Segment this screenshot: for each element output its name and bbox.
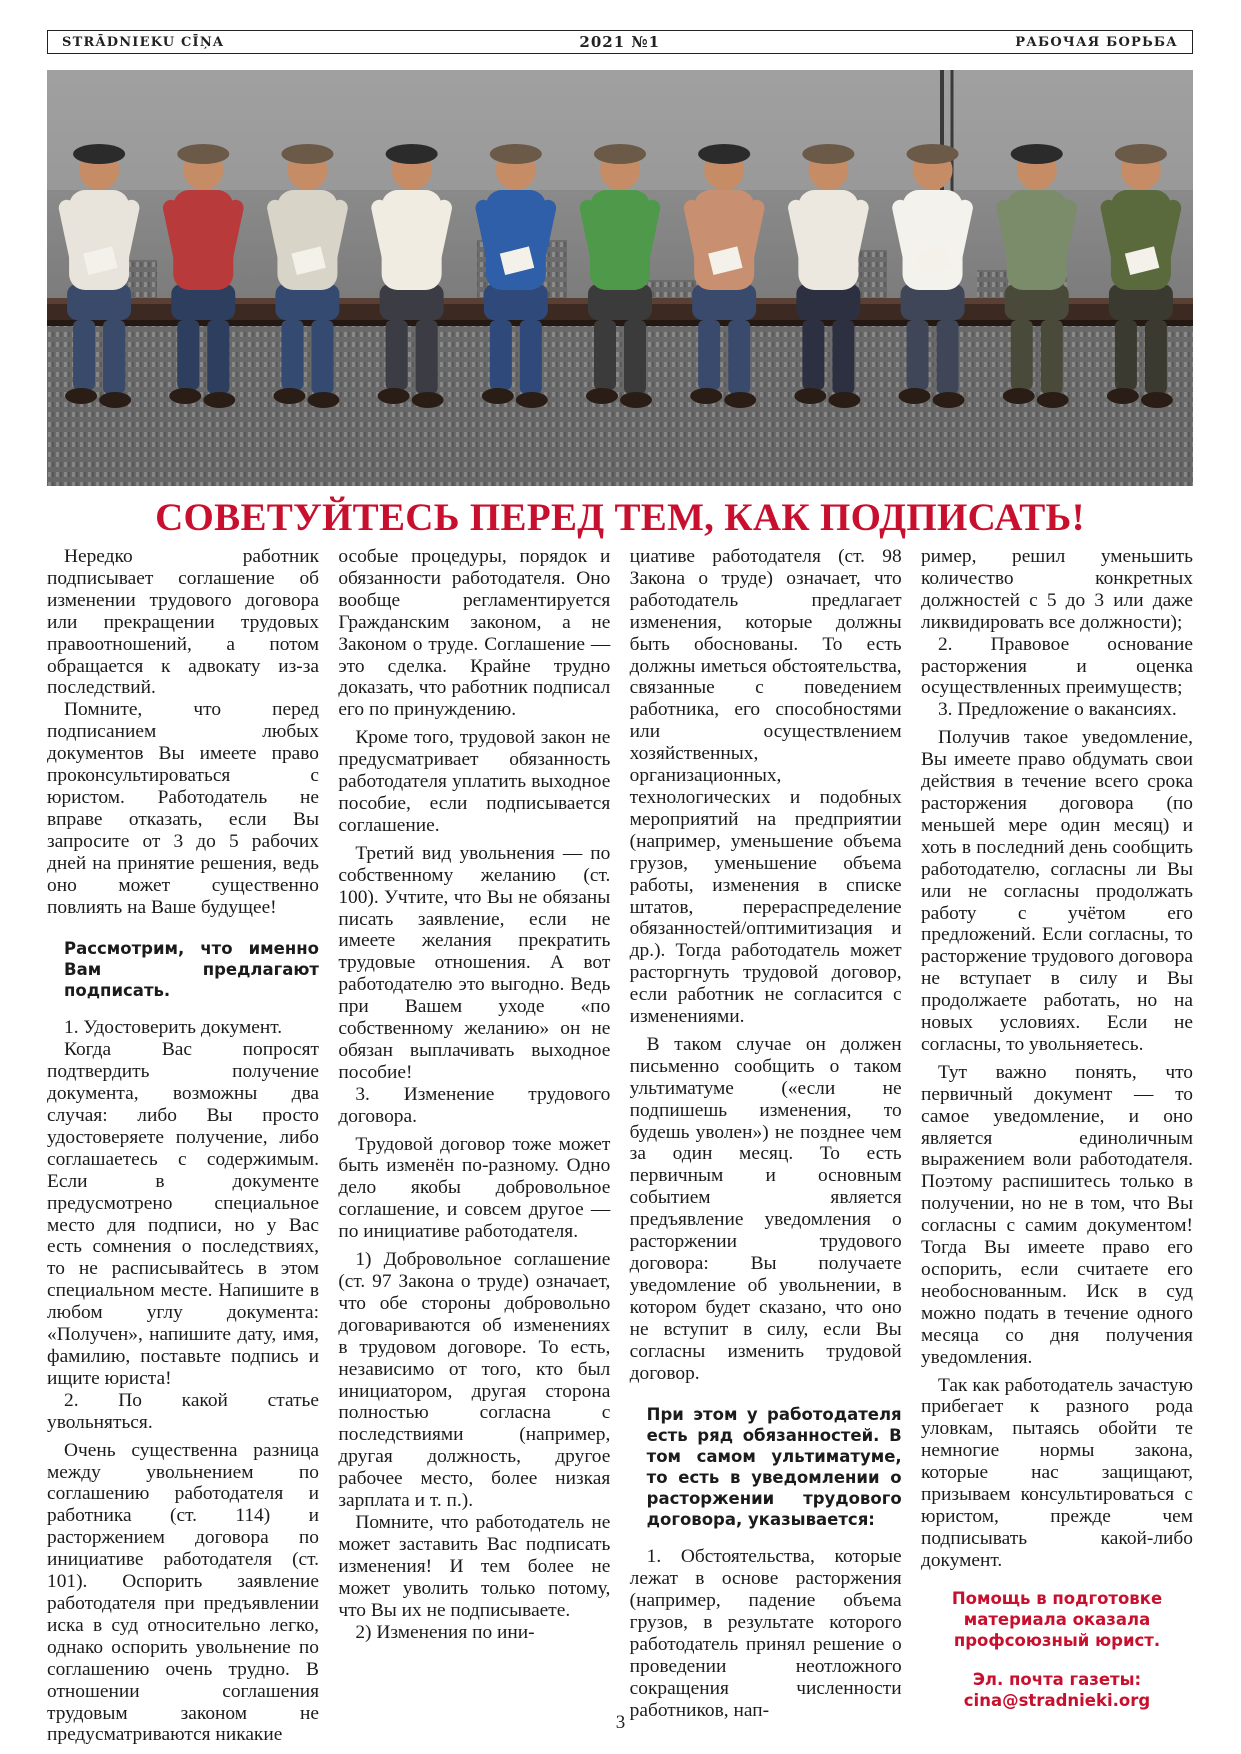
paragraph: Так как работодатель зачастую прибегает к разного рода уловкам, пытаясь обойти те немногие нормы закона, которые нас защищают, призываем консультироваться с юристом, прежде чем подписывать какой-либо документ. bbox=[920, 1374, 1193, 1571]
paragraph: 1) Добровольное соглашение (ст. 97 Закона о труде) означает, что обе стороны добровольно договариваются об изменениях в трудовом договоре. То есть, независимо от того, кто был инициатором, другая сторона полностью согласна с последствиями (например, другая должность, другое рабочее место, более низкая зарплата и т. п.). bbox=[338, 1249, 611, 1512]
email-label: Эл. почта газеты: bbox=[972, 1669, 1142, 1689]
credit-note: Помощь в подготовке материала оказала профсоюзный юрист. bbox=[951, 1588, 1163, 1650]
list-item: 2. По какой статье увольняться. bbox=[47, 1389, 319, 1433]
paragraph: Помните, что работодатель не может заставить Вас подписать изменения! И тем более не может уволить только потому, что Вы их не подписываете. bbox=[338, 1511, 611, 1621]
email-address[interactable]: cina@stradnieki.org bbox=[963, 1690, 1151, 1710]
paragraph: 1. Обстоятельства, которые лежат в основе расторжения (например, падение объема грузов, в результате которого работодатель принял решение о проведении неотложного сокращения численности работников, нап- bbox=[629, 1546, 902, 1721]
header-right: РАБОЧАЯ БОРЬБА bbox=[1015, 34, 1178, 50]
paragraph: Очень существенна разница между увольнением по соглашению работодателя и работника (ст. 114) и расторжением договора по инициативе работодателя (ст. 101). Оспорить заявление работодателя при предъявлении иска в суд относительно легко, однако оспорить увольнение по соглашению очень трудно. В отношении соглашения трудовым законом не предусматриваются никакие bbox=[47, 1439, 319, 1746]
header-issue: 2021 №1 bbox=[579, 33, 661, 51]
list-item: 3. Изменение трудового договора. bbox=[338, 1083, 611, 1127]
running-header bbox=[47, 30, 1193, 54]
column-2 bbox=[338, 546, 610, 1710]
lead-photo bbox=[47, 70, 1193, 486]
paragraph: Нередко работник подписывает соглашение об изменении трудового договора или прекращении трудовых правоотношений, а потом обращается к адвокату из-за последствий. bbox=[47, 546, 319, 699]
paragraph: Когда Вас попросят подтвердить получение документа, возможны два случая: либо Вы просто удостоверяете получение, либо соглашаетесь с содержимым. Если в документе предусмотрено специальное место для подписи, но у Вас есть сомнения о последствиях, то не расписывайтесь в этом специальном месте. Напишите в любом углу документа: «Получен», напишите дату, имя, фамилию, поставьте подпись и ищите юриста! bbox=[47, 1039, 319, 1389]
paragraph: Кроме того, трудовой закон не предусматривает обязанность работодателя уплатить выходное пособие, если подписывается соглашение. bbox=[338, 727, 611, 836]
column-4 bbox=[921, 546, 1193, 1710]
paragraph: Трудовой договор тоже может быть изменён по-разному. Одно дело якобы добровольное соглашение, и совсем другое — по инициативе работодателя. bbox=[338, 1133, 611, 1243]
lead-in: Рассмотрим, что именно Вам предлагают подписать. bbox=[64, 939, 319, 1001]
article-body bbox=[47, 546, 1193, 1746]
email-block bbox=[921, 1669, 1193, 1711]
column-3 bbox=[629, 546, 902, 1721]
paragraph: В таком случае он должен письменно сообщить о таком ультиматуме («если не подпишешь изменения, то будешь уволен») не позднее чем за один месяц. То есть первичным и основным событием является предъявление уведомления о расторжении трудового договора: Вы получаете уведомление об увольнении, в котором будет сказано, что оно не вступит в силу, если Вы согласны изменить трудовой договор. bbox=[629, 1033, 902, 1384]
paragraph: ример, решил уменьшить количество конкретных должностей с 5 до 3 или даже ликвидировать все должности); bbox=[920, 546, 1193, 633]
paragraph: 2) Изменения по ини- bbox=[355, 1621, 535, 1643]
paragraph: Получив такое уведомление, Вы имеете право обдумать свои действия в течение всего срока расторжения договора (по меньшей мере один месяц) и хоть в последний день сообщить работодателю, согласны ли Вы или не согласны продолжать работу с учётом его предложений. Если согласны, то расторжение трудового договора не вступает в силу и Вы продолжаете работать, но на новых условиях. Если не согласны, то увольняетесь. bbox=[920, 727, 1193, 1055]
paragraph: циативе работодателя (ст. 98 Закона о труде) означает, что работодатель предлагает изменения, которые должны быть обоснованы. То есть должны иметься обстоятельства, связанные с поведением работника, его способностями или осуществлением хозяйственных, организационных, технологических и подобных мероприятий на предприятии (например, уменьшение объема грузов, уменьшение объема работы, изменения в списке штатов, перераспределение обязанностей/оптимитизация и др.). Тогда работодатель может расторгнуть трудовой договор, если работник не согласится с изменениями. bbox=[629, 546, 902, 1028]
header-left: STRĀDNIEKU CĪŅA bbox=[62, 34, 225, 50]
paragraph: Третий вид увольнения — по собственному желанию (ст. 100). Учтите, что Вы не обязаны писать заявление, если не имеете желания прекратить трудовые отношения. А вот работодателю это выгодно. Ведь при Вашем уходе «по собственному желанию» он не обязан выплачивать выходное пособие! bbox=[338, 842, 611, 1083]
page-number: 3 bbox=[615, 1712, 626, 1733]
list-item: 1. Удостоверить документ. bbox=[64, 1017, 283, 1039]
headline: СОВЕТУЙТЕСЬ ПЕРЕД ТЕМ, КАК ПОДПИСАТЬ! bbox=[155, 496, 1085, 539]
paragraph: Помните, что перед подписанием любых документов Вы имеете право проконсультироваться с юристом. Работодатель не вправе отказать, если Вы запросите от 3 до 5 рабочих дней на принятие решения, ведь оно может существенно повлиять на Ваше будущее! bbox=[47, 699, 319, 918]
list-item: 3. Предложение о вакансиях. bbox=[937, 699, 1177, 721]
lead-in: При этом у работодателя есть ряд обязанностей. В том самом ультиматуме, то есть в уведомлении о расторжении трудового договора, указывается: bbox=[646, 1405, 902, 1530]
paragraph: особые процедуры, порядок и обязанности работодателя. Оно вообще регламентируется Гражданским законом, а не Законом о труде. Соглашение — это сделка. Крайне трудно доказать, что работник подписал его по принуждению. bbox=[338, 546, 611, 721]
column-1 bbox=[47, 546, 319, 1746]
list-item: 2. Правовое основание расторжения и оценка осуществленных преимуществ; bbox=[920, 633, 1193, 699]
paragraph: Тут важно понять, что первичный документ — то самое уведомление, и оно является единоличным выражением воли работодателя. Поэтому распишитесь только в получении, но не в том, что Вы согласны с самим документом! Тогда Вы имеете право его оспорить, если считаете его необоснованным. Иск в суд можно подать в течение одного месяца со дня получения уведомления. bbox=[920, 1061, 1193, 1368]
